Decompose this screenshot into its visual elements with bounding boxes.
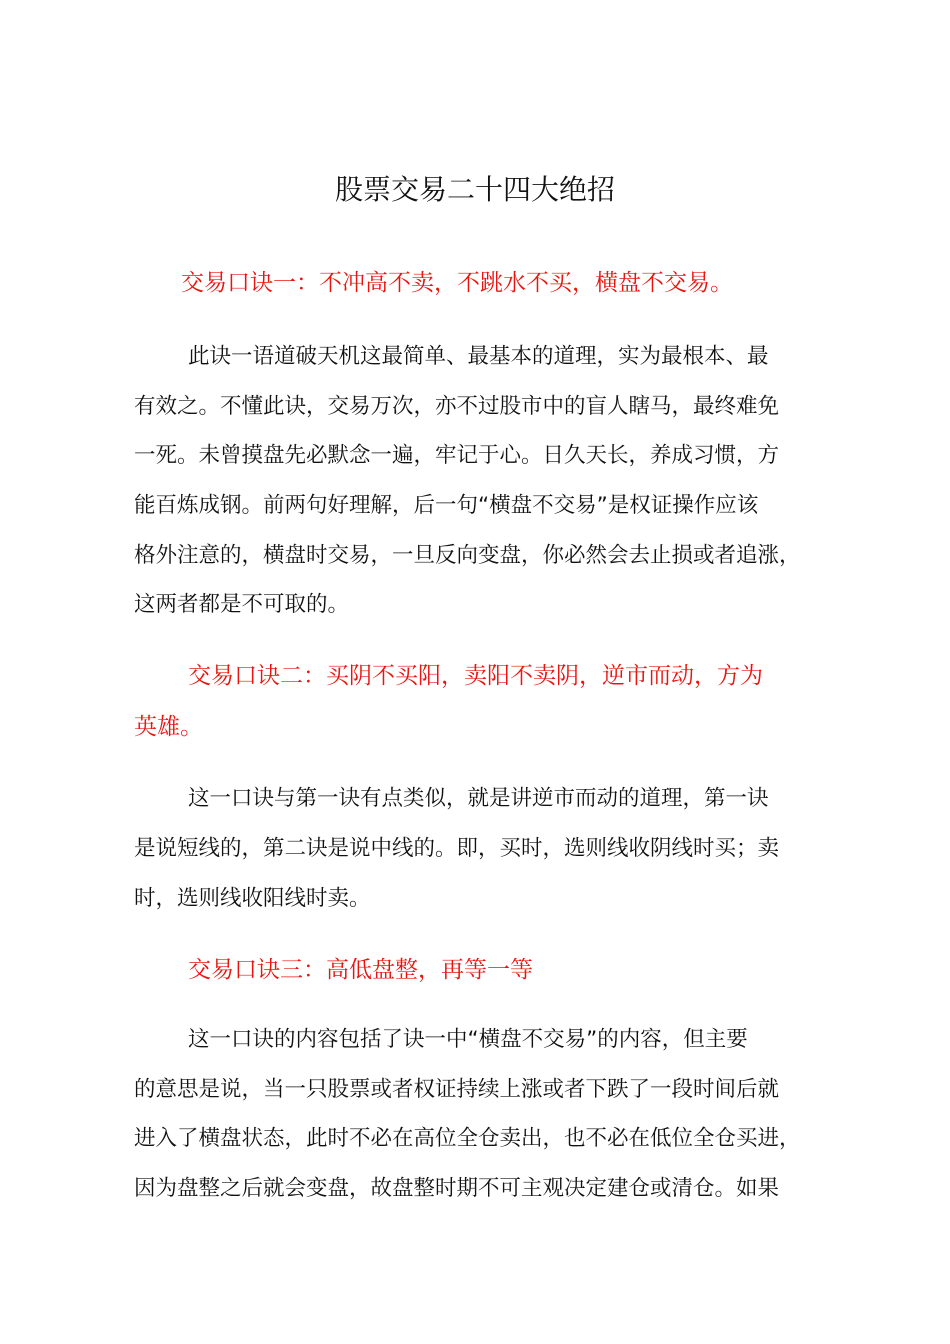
section3-line: 进入了横盘状态，此时不必在高位全仓卖出，也不必在低位全仓买进，	[134, 1126, 801, 1151]
section2-heading: 英雄。	[134, 714, 203, 740]
section2-heading: 交易口诀二：买阴不买阳，卖阳不卖阴，逆市而动，方为	[188, 663, 763, 689]
section1-line: 有效之。不懂此诀，交易万次，亦不过股市中的盲人瞎马，最终难免	[134, 394, 780, 419]
section1-line: 一死。未曾摸盘先必默念一遍，牢记于心。日久天长，养成习惯，方	[134, 443, 780, 468]
section3-line: 因为盘整之后就会变盘，故盘整时期不可主观决定建仓或清仓。如果	[134, 1176, 780, 1201]
section3-line: 这一口诀的内容包括了诀一中“横盘不交易”的内容，但主要	[188, 1027, 748, 1052]
section1-line: 这两者都是不可取的。	[134, 592, 350, 617]
section1-heading: 交易口诀一：不冲高不卖，不跳水不买，横盘不交易。	[181, 270, 733, 296]
page-title: 股票交易二十四大绝招	[334, 173, 615, 206]
section2-line: 是说短线的，第二诀是说中线的。即，买时，选则线收阴线时买；卖	[134, 836, 780, 861]
section2-line: 时，选则线收阳线时卖。	[134, 886, 371, 911]
section2-line: 这一口诀与第一诀有点类似，就是讲逆市而动的道理，第一诀	[188, 786, 769, 811]
section1-line: 格外注意的，横盘时交易，一旦反向变盘，你必然会去止损或者追涨，	[134, 543, 801, 568]
section1-line: 此诀一语道破天机这最简单、最基本的道理，实为最根本、最	[188, 344, 769, 369]
section3-line: 的意思是说，当一只股票或者权证持续上涨或者下跌了一段时间后就	[134, 1077, 780, 1102]
section3-heading: 交易口诀三：高低盘整，再等一等	[188, 957, 533, 983]
section1-line: 能百炼成钢。前两句好理解，后一句“横盘不交易”是权证操作应该	[134, 493, 759, 518]
